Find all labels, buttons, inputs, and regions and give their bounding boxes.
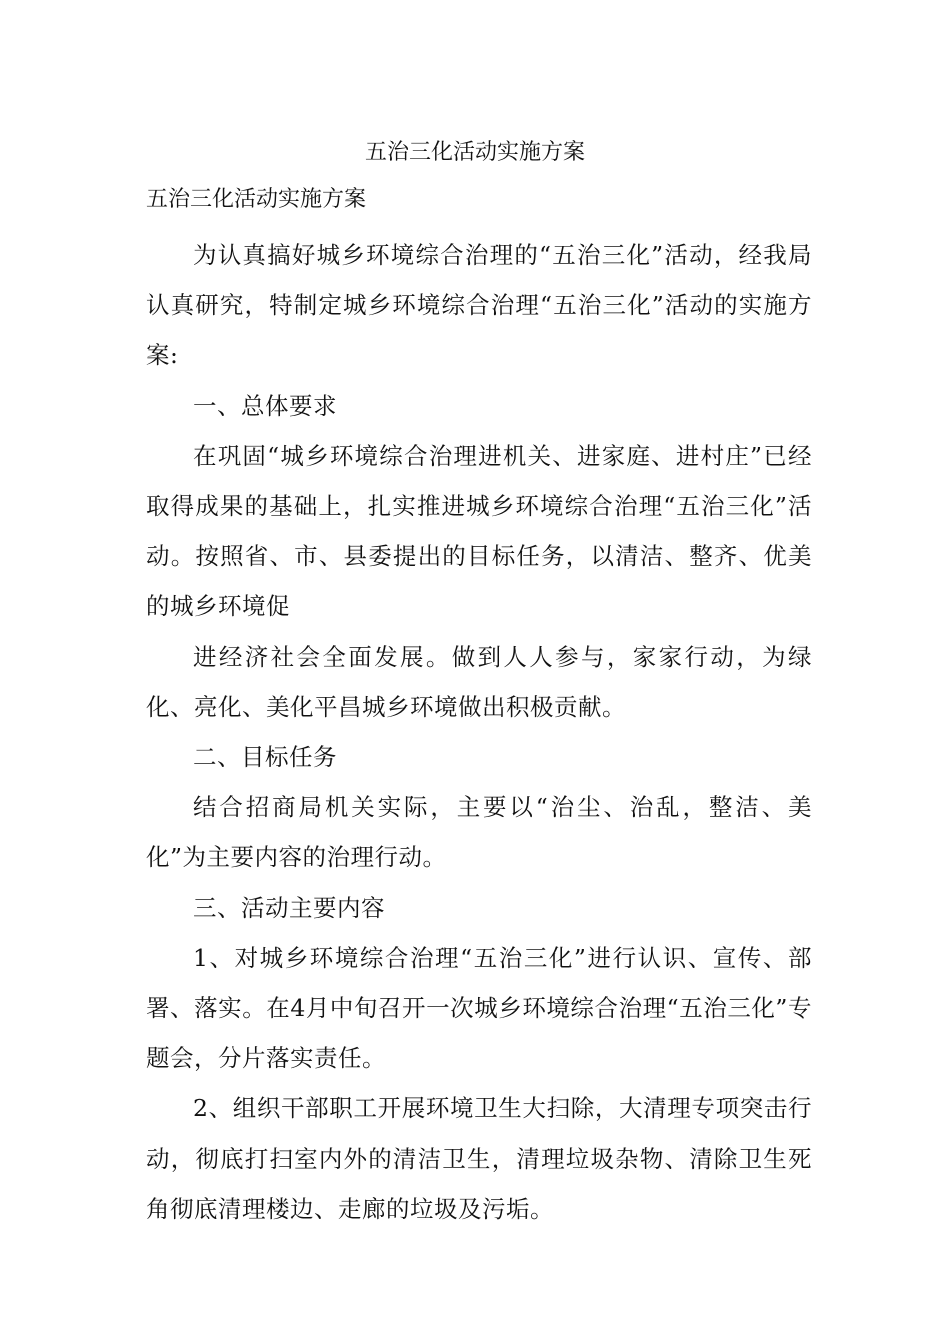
- document-title: 五治三化活动实施方案: [364, 140, 585, 165]
- paragraph: 进经济社会全面发展。做到人人参与，家家行动，为绿化、亮化、美化平昌城乡环境做出积极贡献。: [146, 642, 812, 721]
- section-heading: 三、活动主要内容: [193, 893, 385, 922]
- paragraph: 在巩固“城乡环境综合治理进机关、进家庭、进村庄”已经取得成果的基础上，扎实推进城乡环境综合治理“五治三化”活动。按照省、市、县委提出的目标任务，以清洁、整齐、优美的城乡环境促: [146, 441, 812, 621]
- section-heading: 二、目标任务: [193, 743, 337, 772]
- document-body: [146, 230, 812, 1234]
- paragraph: 为认真搞好城乡环境综合治理的“五治三化”活动，经我局认真研究，特制定城乡环境综合治理“五治三化”活动的实施方案:: [146, 241, 812, 370]
- list-item: 2、组织干部职工开展环境卫生大扫除，大清理专项突击行动，彻底打扫室内外的清洁卫生，清理垃圾杂物、清除卫生死角彻底清理楼边、走廊的垃圾及污垢。: [146, 1094, 812, 1223]
- list-item: 1、对城乡环境综合治理“五治三化”进行认识、宣传、部署、落实。在4月中旬召开一次城乡环境综合治理“五治三化”专题会，分片落实责任。: [146, 943, 812, 1073]
- section-heading: 一、总体要求: [193, 391, 337, 420]
- document-subtitle: 五治三化活动实施方案: [146, 187, 367, 212]
- paragraph: 结合招商局机关实际，主要以“治尘、治乱，整洁、美化”为主要内容的治理行动。: [146, 793, 812, 872]
